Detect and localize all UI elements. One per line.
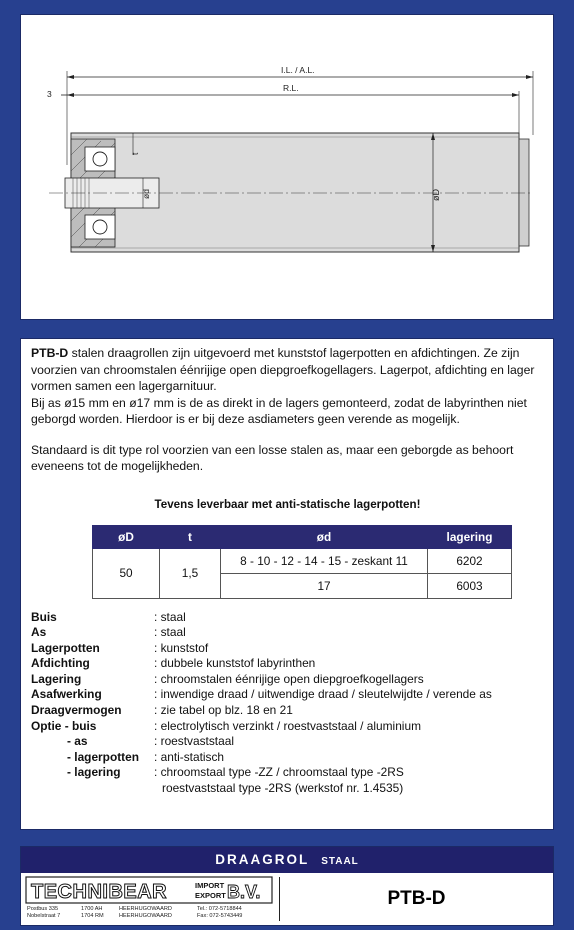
logo-import-text: IMPORT xyxy=(195,881,225,890)
spec-value: : kunststof xyxy=(154,640,209,655)
spec-row xyxy=(31,641,544,657)
rl-label: R.L. xyxy=(283,83,299,93)
technibear-logo-svg xyxy=(25,876,273,906)
product-code: PTB-D xyxy=(279,877,553,921)
technical-drawing xyxy=(20,14,554,320)
address-line-3: HEERHUGOWAARD HEERHUGOWAARD xyxy=(119,906,172,919)
table-cell-lagering: 6003 xyxy=(428,573,512,598)
spec-row xyxy=(31,750,544,766)
spec-label xyxy=(31,781,154,797)
spec-row xyxy=(31,781,544,797)
category-title: DRAAGROL xyxy=(215,852,310,867)
t-label: t xyxy=(130,152,140,155)
description-panel xyxy=(20,338,554,830)
spec-label: Afdichting xyxy=(31,656,90,671)
table-header: t xyxy=(160,525,221,548)
address-line-1: Postbus 335 Nobelstraat 7 xyxy=(27,906,61,919)
dimension-table xyxy=(92,525,512,599)
spec-label: Draagvermogen xyxy=(31,703,122,718)
table-cell-d: 17 xyxy=(221,573,428,598)
spec-value: : staal xyxy=(154,609,186,624)
spec-label: - lagering xyxy=(67,765,121,780)
logo-main-text: TECHNIBEAR xyxy=(31,881,168,903)
footer xyxy=(20,846,554,926)
antistatic-notice: Tevens leverbaar met anti-statische lagerpotten! xyxy=(154,497,421,511)
spec-value: : electrolytisch verzinkt / roestvaststaal / aluminium xyxy=(154,718,421,733)
spec-row xyxy=(31,703,544,719)
intro-paragraph-3: Standaard is dit type rol voorzien van een losse stalen as, maar een geborgde as behoort eveneens tot de mogelijkheden. xyxy=(31,442,514,473)
spec-label: Lagerpotten xyxy=(31,640,100,655)
od-big-label: øD xyxy=(431,189,441,201)
table-row xyxy=(93,548,512,573)
il-label: I.L. / A.L. xyxy=(281,65,315,75)
spec-label: Optie - buis xyxy=(31,718,97,733)
intro-paragraph-2: Bij as ø15 mm en ø17 mm is de as direkt in de lagers gemonteerd, zodat de labyrinthen niet geborgd worden. Hierdoor is er bij deze asdiameters geen verende as mogelijk. xyxy=(31,395,527,426)
table-header: lagering xyxy=(428,525,512,548)
table-cell-d: 8 - 10 - 12 - 14 - 15 - zeskant 11 xyxy=(221,548,428,573)
spec-label: Asafwerking xyxy=(31,687,102,702)
table-header-row xyxy=(93,525,512,548)
table-cell-lagering: 6202 xyxy=(428,548,512,573)
dim-3-label: 3 xyxy=(47,89,52,99)
logo-export-text: EXPORT xyxy=(195,891,226,900)
spec-value: : staal xyxy=(154,625,186,640)
company-logo xyxy=(25,876,273,922)
spec-value: : dubbele kunststof labyrinthen xyxy=(154,656,316,671)
spec-value: : anti-statisch xyxy=(154,749,225,764)
spec-row xyxy=(31,610,544,626)
spec-list xyxy=(31,610,544,797)
intro-paragraph-1: stalen draagrollen zijn uitgevoerd met kunststof lagerpotten en afdichtingen. Ze zijn voorzien van chroomstalen éénrijige open diepgroefkogellagers. Lagerpot, afdichting en lager vormen samen een lagergarnituur. xyxy=(31,346,535,393)
spec-value: : chroomstalen éénrijige open diepgroefkogellagers xyxy=(154,671,424,686)
logo-bv-text: B.V. xyxy=(227,882,261,902)
spec-label: - lagerpotten xyxy=(67,749,140,764)
address-line-2: 1700 AH 1704 RM xyxy=(81,906,104,919)
spec-row xyxy=(31,734,544,750)
spec-row xyxy=(31,719,544,735)
spec-row xyxy=(31,625,544,641)
address-line-4: Tel.: 072-5718844 Fax: 072-5743449 xyxy=(197,906,243,919)
spec-row xyxy=(31,656,544,672)
spec-row xyxy=(31,687,544,703)
category-bar xyxy=(21,847,553,873)
spec-value: : zie tabel op blz. 18 en 21 xyxy=(154,703,293,718)
table-header: ød xyxy=(221,525,428,548)
product-brand: PTB-D xyxy=(31,346,69,360)
category-subtitle: STAAL xyxy=(321,856,359,867)
table-cell-od: 50 xyxy=(93,548,160,598)
spec-value: roestvaststaal type -2RS (werkstof nr. 1.4535) xyxy=(162,781,404,796)
spec-row xyxy=(31,672,544,688)
spec-label: Buis xyxy=(31,609,57,624)
spec-label: - as xyxy=(67,734,88,749)
spec-value: : inwendige draad / uitwendige draad / sleutelwijdte / verende as xyxy=(154,687,492,702)
table-cell-t: 1,5 xyxy=(160,548,221,598)
roller-drawing-svg xyxy=(21,15,553,319)
spec-label: As xyxy=(31,625,47,640)
table-header: øD xyxy=(93,525,160,548)
spec-value: : roestvaststaal xyxy=(154,734,234,749)
spec-label: Lagering xyxy=(31,671,82,686)
spec-row xyxy=(31,765,544,781)
spec-value: : chroomstaal type -ZZ / chroomstaal type -2RS xyxy=(154,765,404,780)
intro-text xyxy=(31,345,544,475)
od-small-label: ød xyxy=(141,189,151,199)
